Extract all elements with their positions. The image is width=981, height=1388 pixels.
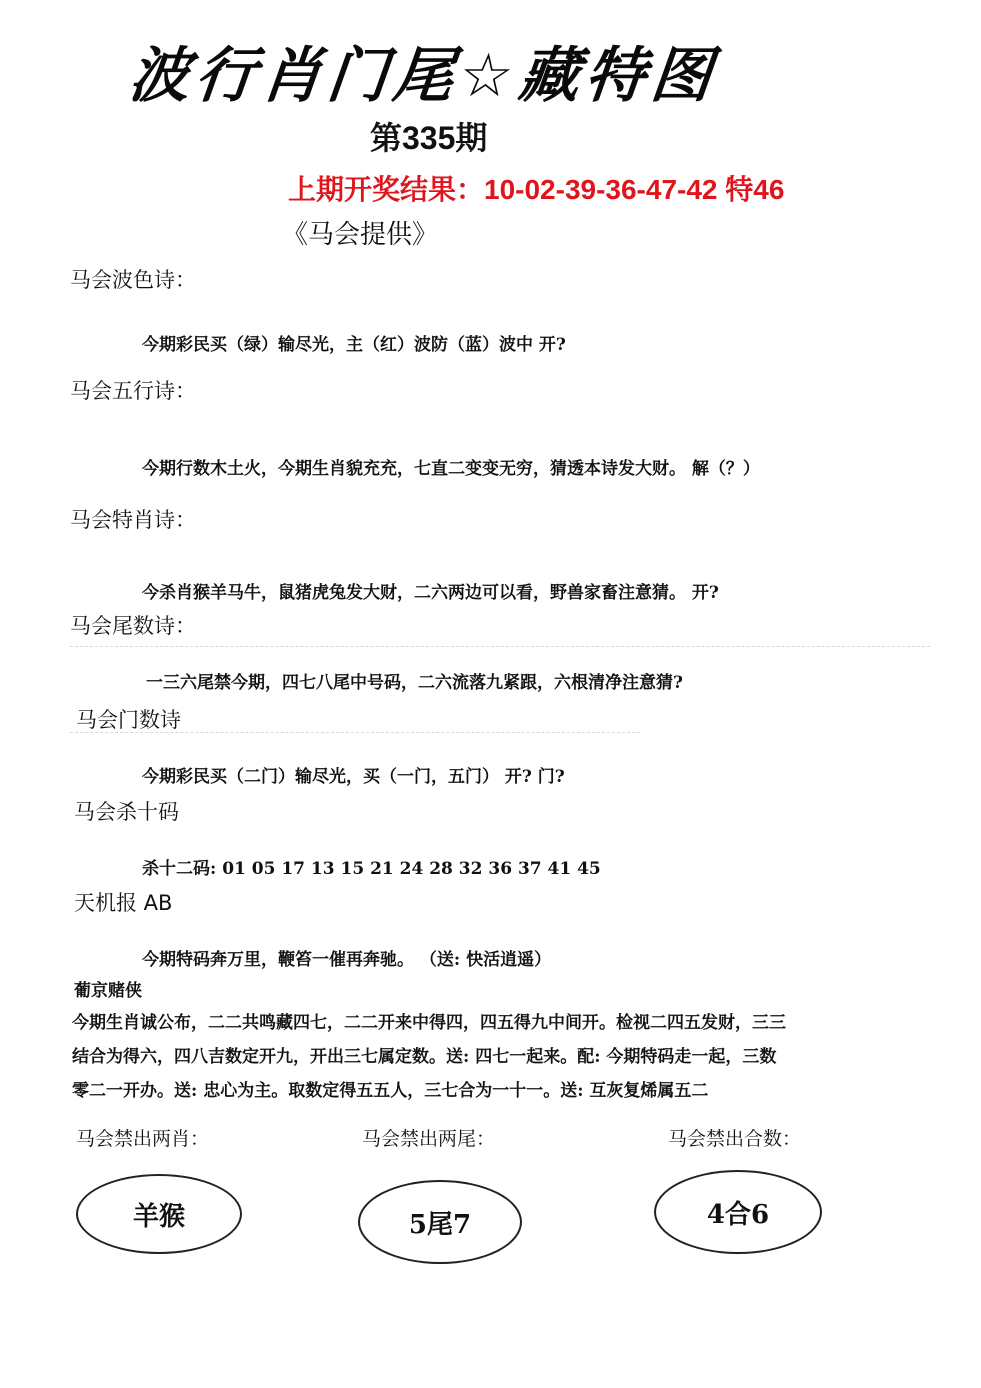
forbidden-zodiac-oval: [76, 1174, 242, 1254]
forbidden-sum-oval: [654, 1170, 822, 1254]
tianji-text: 今期特码奔万里，鞭笞一催再奔驰。 （送: 快活逍遥）: [142, 950, 552, 970]
forbidden-tail-oval: [358, 1180, 522, 1264]
last-draw-result: 上期开奖结果：10-02-39-36-47-42 特46: [288, 174, 785, 205]
forbidden-sum-label: 马会禁出合数：: [668, 1128, 802, 1150]
pujing-line: 今期生肖诚公布，二二共鸣藏四七，二二开来中得四，四五得九中间开。检视二四五发财，三三: [72, 1013, 786, 1033]
element-poem-text: 今期行数木土火，今期生肖貌充充，七直二变变无穷，猜透本诗发大财。 解（？）: [142, 459, 760, 479]
pujing-line: 结合为得六，四八吉数定开九，开出三七属定数。送: 四七一起来。配: 今期特码走一起，三数: [72, 1047, 777, 1067]
source-label: 《马会提供》: [282, 220, 439, 250]
pujing-paragraph: [72, 1006, 922, 1108]
door-poem-text: 今期彩民买（二门）输尽光，买（一门，五门） 开? 门?: [142, 767, 565, 787]
zodiac-poem-text: 今杀肖猴羊马牛，鼠猪虎兔发大财，二六两边可以看，野兽家畜注意猜。 开?: [142, 583, 719, 603]
tail-poem-heading: 马会尾数诗：: [70, 614, 196, 638]
divider-line: [70, 732, 640, 734]
divider-line: [70, 646, 930, 648]
pujing-heading: 葡京赌侠: [74, 981, 142, 1001]
page-title: 波行肖门尾☆藏特图: [125, 41, 721, 111]
issue-number: 第335期: [370, 120, 488, 156]
pujing-line: 零二一开办。送: 忠心为主。取数定得五五人，三七合为一十一。送: 互灰复烯属五二: [72, 1081, 709, 1101]
door-poem-heading: 马会门数诗: [76, 708, 181, 732]
zodiac-poem-heading: 马会特肖诗：: [70, 508, 196, 532]
color-poem-text: 今期彩民买（绿）输尽光，主（红）波防（蓝）波中 开?: [142, 335, 566, 355]
forbidden-zodiac-label: 马会禁出两肖：: [76, 1128, 210, 1150]
color-poem-heading: 马会波色诗：: [70, 268, 196, 292]
kill-ten-heading: 马会杀十码: [74, 800, 179, 824]
tianji-heading: 天机报 AB: [74, 891, 173, 915]
forbidden-tail-label: 马会禁出两尾：: [362, 1128, 496, 1150]
kill-ten-text: 杀十二码: 01 05 17 13 15 21 24 28 32 36 37 41 45: [142, 859, 601, 879]
forbidden-sum-value: 4合6: [706, 1199, 770, 1230]
forbidden-tail-value: 5尾7: [408, 1209, 472, 1240]
forbidden-zodiac-value: 羊猴: [132, 1201, 185, 1232]
element-poem-heading: 马会五行诗：: [70, 379, 196, 403]
tail-poem-text: 一三六尾禁今期，四七八尾中号码，二六流落九紧跟，六根清净注意猜?: [146, 673, 683, 693]
